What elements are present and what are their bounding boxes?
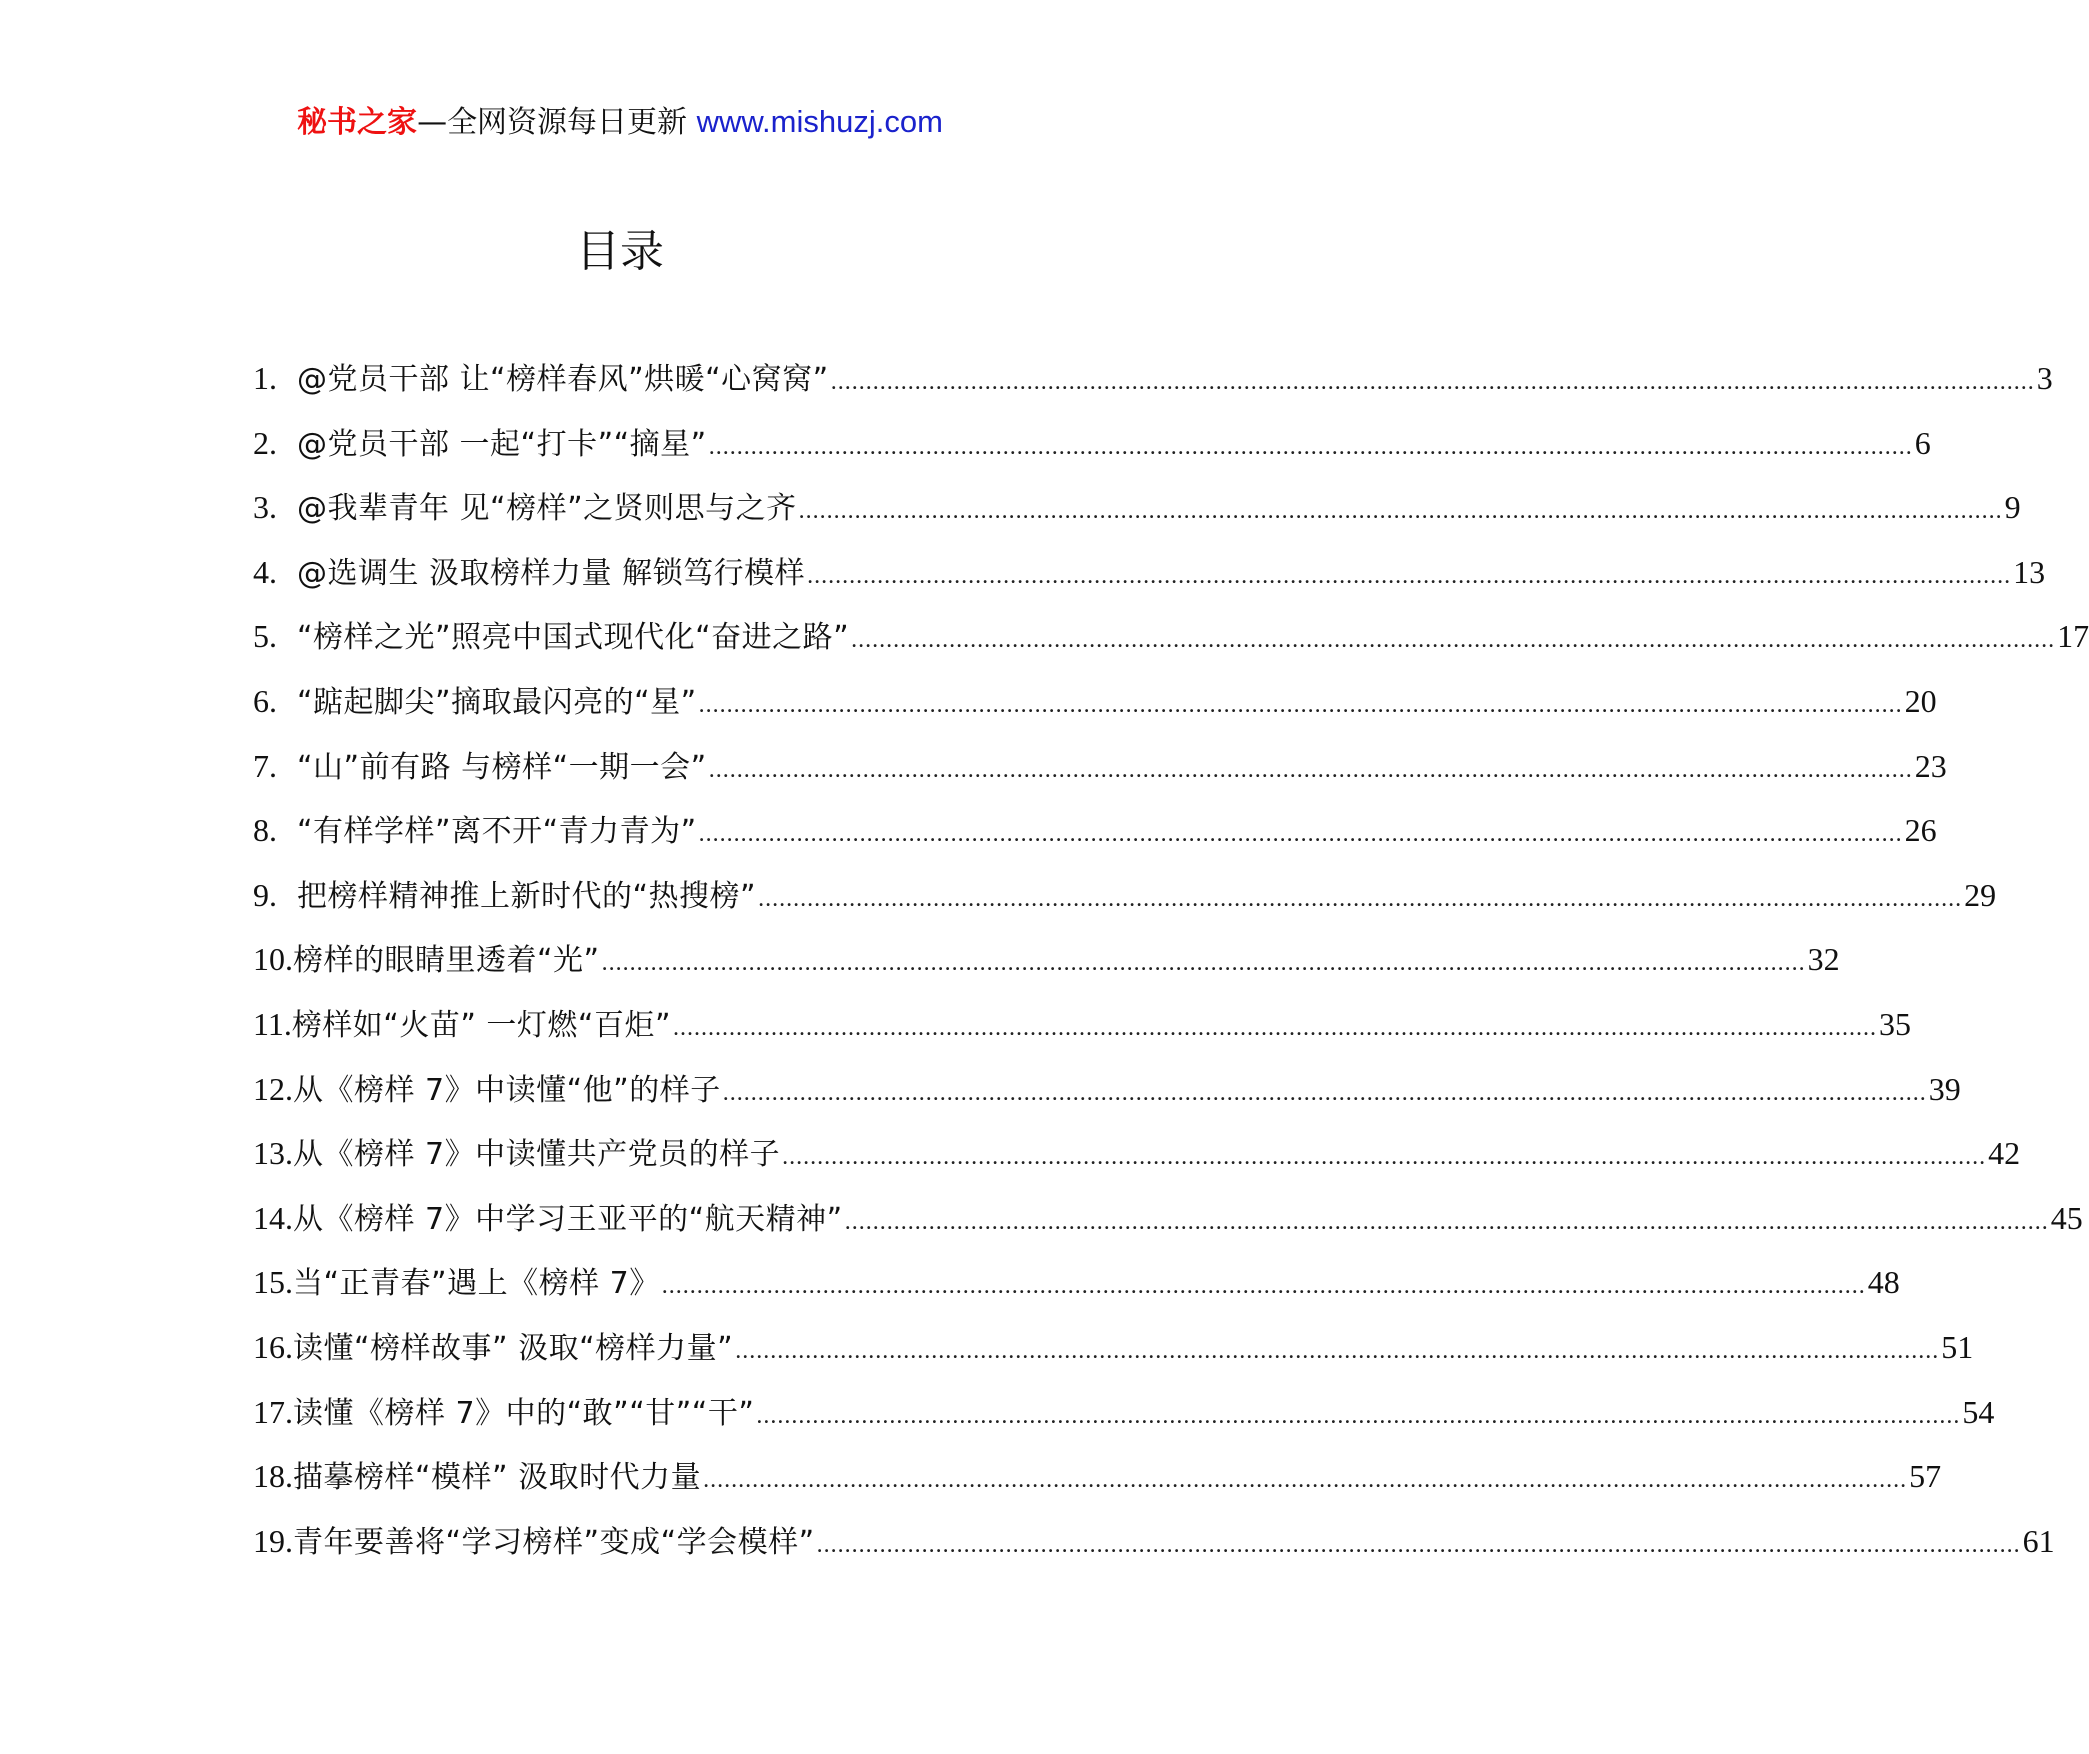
toc-entry[interactable] [253,679,1937,744]
toc-entry[interactable] [253,1454,1942,1519]
toc-entry-page-number: 29 [1964,876,1997,913]
toc-entry-page-number: 39 [1928,1070,1961,1107]
toc-entry[interactable] [253,1260,1900,1325]
brand-name: 秘书之家 [297,105,418,140]
toc-entry-title: @选调生 汲取榜样力量 解锁笃行模样 [297,555,806,591]
toc-entry[interactable] [253,1067,1961,1132]
toc-dot-leader [799,489,2003,533]
toc-entry[interactable] [253,1196,2083,1261]
toc-entry-page-number: 48 [1867,1264,1900,1301]
page-title: 目录 [576,226,664,277]
toc-entry-title: 把榜样精神推上新时代的“热搜榜” [297,878,757,914]
toc-entry-page-number: 57 [1909,1458,1942,1495]
toc-entry-title: @党员干部 一起“打卡”“摘星” [297,426,707,462]
toc-dot-leader [758,877,1962,921]
toc-entry-title: 读懂“榜样故事” 汲取“榜样力量” [293,1330,734,1366]
toc-entry-number: 14. [253,1199,293,1236]
toc-dot-leader [817,1523,2021,1567]
site-header [0,100,1240,145]
toc-entry[interactable] [253,1325,1974,1390]
toc-entry-number: 10. [253,941,293,978]
toc-entry-number: 19. [253,1522,293,1559]
toc-entry-title: “踮起脚尖”摘取最闪亮的“星” [297,684,697,720]
toc-entry[interactable] [253,1002,1912,1067]
toc-dot-leader [845,1200,2049,1244]
toc-entry[interactable] [253,485,2021,550]
toc-entry-title: 榜样如“火苗” 一灯燃“百炬” [291,1007,672,1043]
toc-entry-number: 13. [253,1135,293,1172]
toc-entry-number: 15. [253,1264,293,1301]
toc-entry-page-number: 61 [2022,1522,2055,1559]
toc-dot-leader [709,425,1913,469]
toc-dot-leader [709,748,1913,792]
toc-entry-title: “山”前有路 与榜样“一期一会” [297,749,707,785]
toc-entry-title: 描摹榜样“模样” 汲取时代力量 [293,1460,702,1496]
toc-entry-page-number: 45 [2050,1199,2083,1236]
toc-entry-number: 1. [253,360,277,396]
toc-entry-title: 当“正青春”遇上《榜样 7》 [293,1266,660,1302]
toc-entry-number: 16. [253,1328,293,1365]
toc-entry-title: @我辈青年 见“榜样”之贤则思与之齐 [297,491,797,527]
toc-entry-number: 6. [253,682,277,719]
toc-entry-number: 9. [253,876,277,913]
toc-entry-number: 5. [253,618,277,655]
toc-entry-page-number: 9 [2004,489,2021,526]
toc-entry-number: 4. [253,553,277,590]
toc-dot-leader [756,1394,1960,1438]
toc-entry-title: “榜样之光”照亮中国式现代化“奋进之路” [297,620,850,656]
toc-dot-leader [699,812,1903,856]
toc-entry[interactable] [253,356,2053,421]
toc-entry-page-number: 42 [1988,1135,2021,1172]
site-url-link[interactable]: www.mishuzj.com [696,104,943,139]
header-tagline: —全网资源每日更新 [417,105,688,140]
toc-dot-leader [703,1458,1907,1502]
toc-entry-title: @党员干部 让“榜样春风”烘暖“心窝窝” [297,362,829,397]
toc-entry-title: 从《榜样 7》中学习王亚平的“航天精神” [293,1201,843,1237]
toc-entry-page-number: 35 [1879,1005,1912,1042]
toc-dot-leader [699,683,1903,727]
toc-dot-leader [723,1071,1927,1115]
toc-entry-title: 榜样的眼睛里透着“光” [293,943,600,979]
toc-entry[interactable] [253,1131,2021,1196]
toc-entry-page-number: 3 [2036,360,2053,396]
table-of-contents [253,356,2089,1583]
toc-entry[interactable] [253,744,1947,809]
toc-dot-leader [831,360,2035,404]
toc-entry[interactable] [253,614,2089,679]
toc-dot-leader [735,1329,1939,1373]
toc-entry-page-number: 51 [1941,1328,1974,1365]
toc-dot-leader [851,618,2055,662]
toc-dot-leader [662,1264,1866,1308]
toc-entry[interactable] [253,1519,2055,1584]
toc-entry-number: 12. [253,1070,293,1107]
toc-entry-number: 17. [253,1393,293,1430]
toc-dot-leader [602,941,1806,985]
toc-entry-number: 7. [253,747,277,784]
toc-entry-page-number: 54 [1962,1393,1995,1430]
toc-entry-title: “有样学样”离不开“青力青为” [297,814,697,850]
toc-entry-page-number: 20 [1904,682,1937,719]
toc-entry[interactable] [253,808,1937,873]
toc-entry[interactable] [253,873,1997,938]
toc-entry[interactable] [253,937,1840,1002]
toc-entry-number: 8. [253,812,277,849]
toc-entry-number: 18. [253,1458,293,1495]
toc-entry[interactable] [253,1390,1995,1455]
toc-entry-page-number: 17 [2057,618,2089,655]
toc-entry-number: 11. [253,1005,292,1042]
toc-entry-title: 读懂《榜样 7》中的“敢”“甘”“干” [293,1395,755,1431]
toc-entry-page-number: 13 [2013,553,2046,590]
toc-dot-leader [782,1135,1986,1179]
toc-entry-title: 从《榜样 7》中读懂“他”的样子 [293,1072,721,1108]
toc-dot-leader [807,554,2011,598]
toc-entry-page-number: 26 [1904,812,1937,849]
toc-entry-number: 3. [253,489,277,526]
toc-entry[interactable] [253,421,1931,486]
toc-entry-title: 从《榜样 7》中读懂共产党员的样子 [293,1137,781,1173]
toc-entry-number: 2. [253,424,277,461]
toc-dot-leader [673,1006,1877,1050]
toc-entry-page-number: 23 [1914,747,1947,784]
toc-entry-title: 青年要善将“学习榜样”变成“学会模样” [293,1524,815,1560]
toc-entry[interactable] [253,550,2046,615]
toc-entry-page-number: 32 [1807,941,1840,978]
toc-entry-page-number: 6 [1914,424,1931,461]
